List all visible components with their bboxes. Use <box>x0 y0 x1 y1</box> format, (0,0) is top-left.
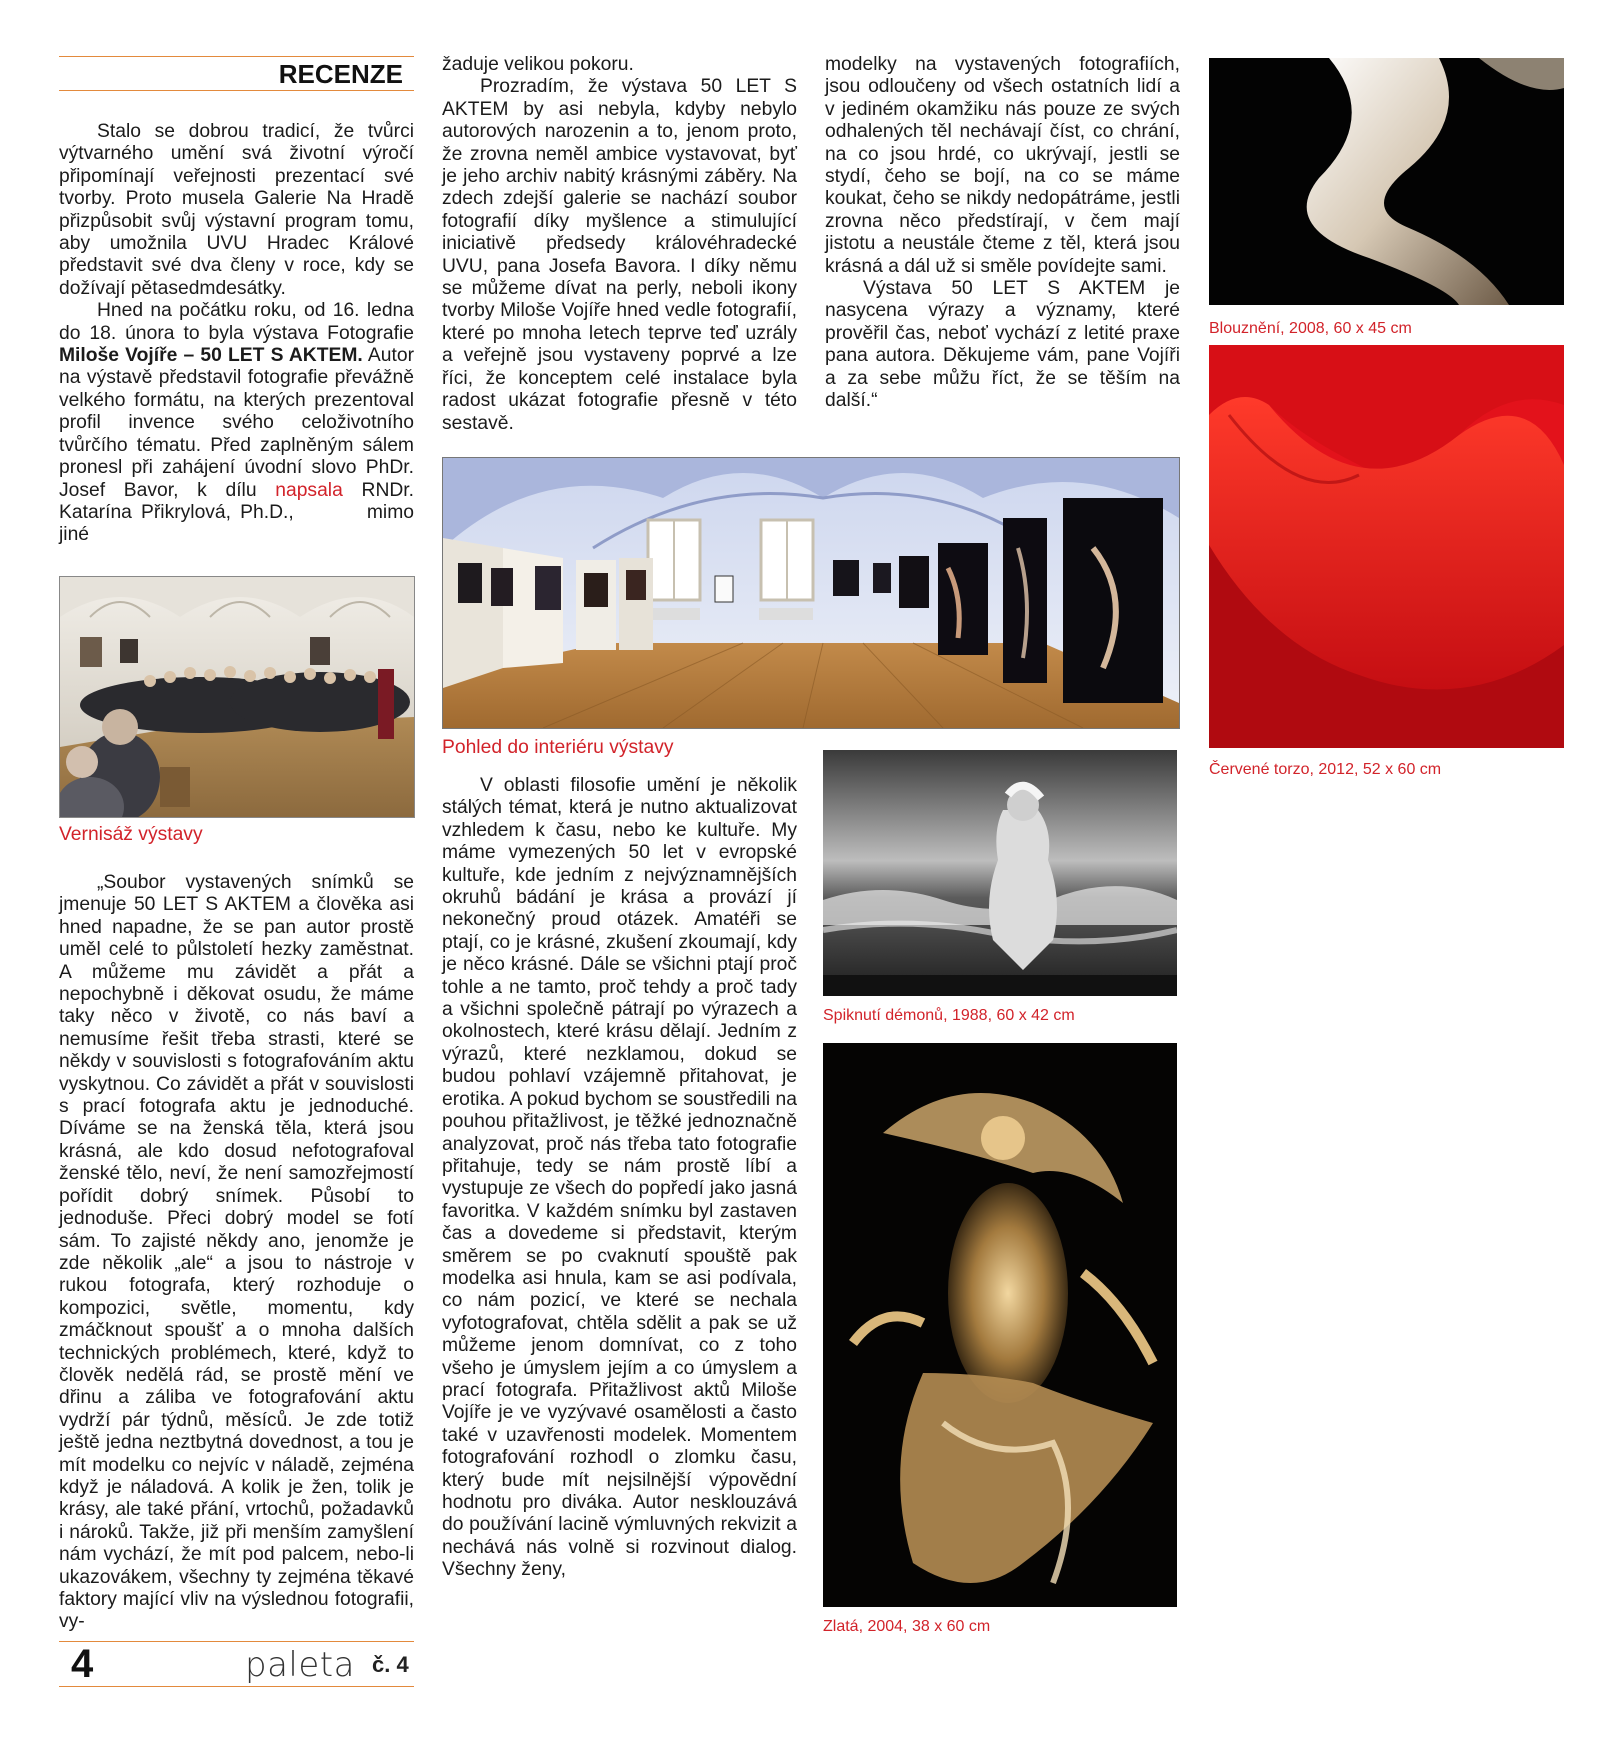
footer-rule <box>59 1641 414 1642</box>
column-2-top <box>442 54 797 444</box>
page-number: 4 <box>71 1642 94 1686</box>
spiknuti-photo <box>823 750 1177 996</box>
paragraph: Hned na počátku roku, od 16. ledna do 18. února to byla výstava Fotografie Miloše Vojíře – 50 LET S AKTEM. Autor na výstavě představil fotografie převážně velkého formátu, na kterých prezentoval profil invence svého celoživotního tvůrčího tématu. Před zaplněným sálem pronesl při zahájení úvodní slovo PhDr. Josef Bavor, k dílu napsala RNDr. Katarína Přikrylová, Ph.D., mimo jiné <box>59 300 415 546</box>
vernisaz-photo <box>59 576 415 818</box>
caption-cervene-torzo: Červené torzo, 2012, 52 x 60 cm <box>1209 761 1442 778</box>
header-rule-top <box>59 56 414 57</box>
paragraph: Prozradím, že výstava 50 LET S AKTEM by asi nebyla, kdyby nebylo autorových narozenin a to, jenom proto, že zrovna neměl ambice vystavovat, byť je jeho archiv nabitý krásnými záběry. Na zdech zdejší galerie se nachází soubor fotografií díky myšlence a stimulující iniciativě předsedy královéhradecké UVU, pana Josefa Bavora. I díky němu se můžeme dívat na perly, neboli ikony tvorby Miloše Vojíře hned vedle fotografií, které po mnoha letech teprve teď uzrály a veřejně jsou vystaveny poprvé a lze říci, že konceptem celé instalace byla radost ukázat fotografie přesně v této sestavě. <box>442 76 797 434</box>
paragraph-continued: žaduje velikou pokoru. <box>442 54 634 75</box>
cervene-torzo-photo <box>1209 345 1564 748</box>
interior-photo <box>442 457 1180 729</box>
column-1-bottom <box>59 872 414 1633</box>
paragraph: „Soubor vystavených snímků se jmenuje 50 LET S AKTEM a člověka asi hned napadne, že se pan autor prostě uměl celé to půlstoletí hezky zaměstnat. A můžeme mu závidět a přát a nepochybně i děkovat osudu, že máme taky něco v životě, co nás baví a nemusíme řešit třeba strasti, které se někdy v souvislosti s fotografováním aktu vyskytnou. Co závidět a přát v souvislosti s prací fotografa aktu je jednoduché. Díváme se na ženská těla, která jsou krásná, ale kdo dosud nefotografoval ženské tělo, neví, že není samozřejmostí pořídit dobrý snímek. Působí to jednoduše. Přeci dobrý model se fotí sám. To zajisté někdy ano, jenomže je zde několik „ale“ a jsou to nástroje v rukou fotografa, který rozhoduje o kompozici, světle, momentu, kdy zmáčknout spoušť a o mnoha dalších technických problémech, které, když to člověk nedělá rád, se prostě mění ve dřinu a záliba ve fotografování aktu vydrží pár týdnů, měsíců. Je zde totiž ještě jedna neztbytná dovednost, a tou je mít modelku co nejvíc v náladě, zejména když je náladová. A kolik je žen, tolik je krásy, ale také přání, vrtochů, požadavků i nároků. Takže, již při menším zamyšlení nám vychází, že mít pod palcem, nebo-li ukazovákem, všechny ty zejména těkavé faktory mající vliv na výslednou fotografii, vy- <box>59 872 414 1633</box>
highlight-word: napsala <box>275 479 343 501</box>
caption-interior: Pohled do interiéru výstavy <box>442 737 674 758</box>
paragraph: Stalo se dobrou tradicí, že tvůrci výtvarného umění svá životní výročí připomínají veřejnosti prezentací své tvorby. Proto musela Galerie Na Hradě přizpůsobit svůj výstavní program tomu, aby umožnila UVU Hradec Králové představit své dva členy v roce, kdy se dožívají pětasedmdesátky. <box>59 121 414 299</box>
blouzneni-photo <box>1209 58 1564 305</box>
paragraph: V oblasti filosofie umění je několik stálých témat, která je nutno aktualizovat vzhledem k času, nebo ke kultuře. My máme vymezených 50 let v evropské kultuře, kde jedním z nejvýznamnějších okruhů bádání je krása a provází jí nekonečný proud otázek. Amatéři se ptají, co je krásné, zkušení zkoumají, kdy je něco krásné. Dále se všichni ptají proč tohle a ne tamto, proč tehdy a proč tady a všichni společně pátrají po výrazech a okolnostech, které krásu dělají. Jedním z výrazů, které nezklamou, dokud se budou pohlaví vzájemně přitahovat, je erotika. A pokud bychom se soustředili na pouhou přitažlivost, je těžké jednoznačně analyzovat, proč nás třeba tato fotografie přitahuje, tedy se nám prostě líbí a vystupuje ze všech do popředí jako jasná favoritka. V každém snímku byl zastaven čas a dovedeme si představit, kterým směrem se po cvaknutí spouště pak modelka asi hnula, kam se asi podívala, co nám pozicí, ve které se nechala vyfotografovat, chtěla sdělit a pak se už můžeme jenom domnívat, co z toho všeho je úmyslem jejím a co úmyslem a prací fotografa. Přitažlivost aktů Miloše Vojíře je ve vyzývavé osamělosti a často také v uzavřenosti modelek. Momentem fotografování rozhodl o zlomku času, který bude mít nejsilnější výpovědní hodnotu pro diváka. Autor nesklouzává do používání lacině výmluvných rekvizit a nechává nás volně si rozvinout dialog. Všechny ženy, <box>442 775 797 1581</box>
header-rule-bottom <box>59 90 414 91</box>
paragraph: Výstava 50 LET S AKTEM je nasycena výrazy a významy, které prověřil čas, neboť vychází z letité praxe pana autora. Děkujeme vám, pane Vojíři a za sebe můžu říct, že se těším na další.“ <box>825 278 1180 412</box>
paragraph-continued: modelky na vystavených fotografiích, jsou odloučeny od všech ostatních lidí a v jediném okamžiku nás pouze ze svých odhalených těl nechávají číst, co chrání, na co jsou hrdé, co ukrývají, jestli se stydí, čeho se bojí, na co se máme koukat, čeho se nikdy nedopátráme, jestli zrovna něco předstírají, v čem mají jistotu a neustále čteme z těl, která jsou krásná a dál už si směle povídejte sami. <box>825 54 1180 277</box>
column-3-top <box>825 54 1180 444</box>
column-2-bottom <box>442 775 797 1635</box>
caption-vernisaz: Vernisáž výstavy <box>59 824 203 845</box>
issue-number: č. 4 <box>372 1652 409 1677</box>
caption-spiknuti: Spiknutí démonů, 1988, 60 x 42 cm <box>823 1007 1075 1024</box>
column-1-top <box>59 121 414 551</box>
magazine-name: paleta <box>245 1645 355 1685</box>
exhibition-title: Miloše Vojíře – 50 LET S AKTEM. <box>59 345 363 367</box>
caption-zlata: Zlatá, 2004, 38 x 60 cm <box>823 1618 991 1635</box>
section-title: RECENZE <box>278 59 403 89</box>
zlata-photo <box>823 1043 1177 1607</box>
caption-blouzneni: Blouznění, 2008, 60 x 45 cm <box>1209 320 1412 337</box>
footer-rule-bottom <box>59 1686 414 1687</box>
